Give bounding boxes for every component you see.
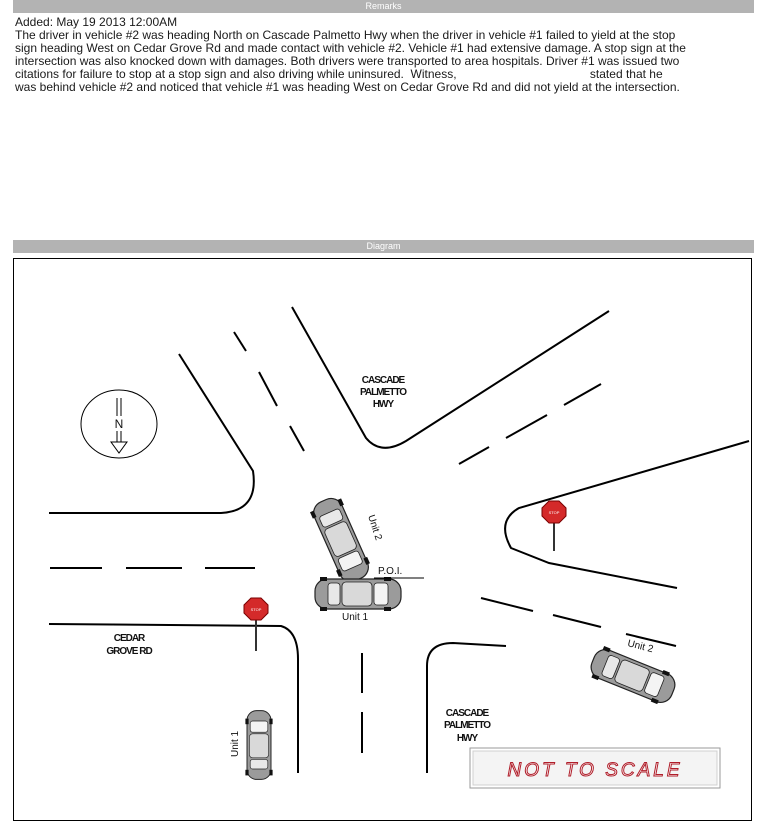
not-to-scale-badge [470, 748, 720, 788]
road-label-line: CASCADE [445, 708, 489, 719]
road-label-line: HWY [456, 733, 478, 744]
diagram-section-header [13, 240, 754, 253]
vehicle-unit-2-approach [587, 644, 679, 708]
remarks-section-title: Remarks [365, 1, 402, 11]
diagram-canvas [14, 259, 751, 820]
stop-sign-text: STOP [548, 510, 560, 515]
remarks-section-header [13, 0, 754, 13]
road-label-line: HWY [372, 399, 394, 410]
remarks-line: sign heading West on Cedar Grove Rd and made contact with vehicle #2. Vehicle #1 had extensive damage. A stop sign at the [15, 41, 686, 55]
point-of-impact [374, 566, 424, 578]
road-label-line: CASCADE [361, 375, 405, 386]
accident-diagram [13, 258, 752, 821]
remarks-text [15, 16, 755, 94]
road-label-line: CEDAR [113, 633, 145, 644]
stop-sign-text: STOP [250, 607, 262, 612]
compass-north-letter: N [114, 417, 124, 431]
unit-label: Unit 2 [626, 638, 655, 656]
vehicle-unit-2-collision [308, 494, 374, 586]
road-label-line: PALMETTO [359, 387, 407, 398]
unit-label: Unit 2 [365, 513, 384, 542]
not-to-scale-text: NOT TO SCALE [507, 760, 683, 781]
remarks-line: intersection was also knocked down with damages. Both drivers were transported to area hospitals. Driver #1 was issued two [15, 54, 680, 68]
unit-label: Unit 1 [230, 730, 241, 757]
remarks-line: was behind vehicle #2 and noticed that vehicle #1 was heading West on Cedar Grove Rd and did not yield at the intersection. [15, 80, 680, 94]
remarks-added-date: Added: May 19 2013 12:00AM [15, 15, 178, 29]
unit-label: Unit 1 [342, 612, 369, 623]
poi-label: P.O.I. [378, 566, 403, 577]
stop-sign-west [244, 598, 268, 651]
remarks-line: citations for failure to stop at a stop sign and also driving while uninsured. Witness, stated that he [15, 67, 663, 81]
stop-sign-east [542, 501, 566, 551]
road-label-line: PALMETTO [443, 720, 491, 731]
remarks-line: The driver in vehicle #2 was heading North on Cascade Palmetto Hwy when the driver in vehicle #1 failed to yield at the stop [15, 28, 676, 42]
road-label-cascade-bottom [444, 708, 491, 744]
road-label-cedar-grove [106, 633, 152, 657]
diagram-section-title: Diagram [366, 241, 401, 251]
road-label-line: GROVE RD [106, 646, 152, 657]
vehicle-unit-1-collision [315, 577, 401, 611]
road-label-cascade-top [360, 375, 407, 410]
north-compass [81, 390, 157, 458]
vehicle-unit-1-approach [245, 711, 272, 780]
